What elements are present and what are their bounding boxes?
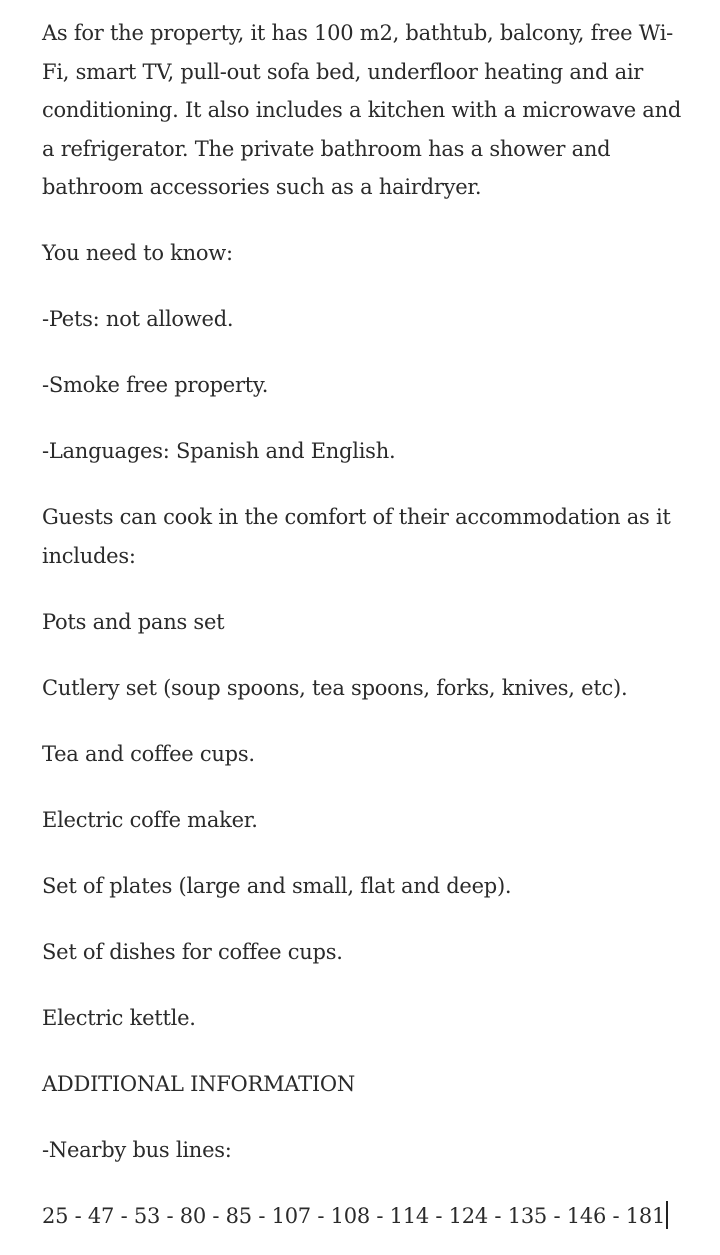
text-cursor [666, 1201, 668, 1229]
amenity-kettle: Electric kettle. [42, 1005, 196, 1030]
smoke-policy: -Smoke free property. [42, 373, 269, 397]
amenity-dishes: Set of dishes for coffee cups. [42, 939, 343, 964]
amenity-cups: Tea and coffee cups. [42, 741, 255, 766]
amenity-coffee-maker: Electric coffe maker. [42, 807, 258, 832]
bus-lines-label: -Nearby bus lines: [42, 1137, 232, 1162]
amenity-plates: Set of plates (large and small, flat and deep). [42, 873, 512, 898]
amenity-cutlery: Cutlery set (soup spoons, tea spoons, forks, knives, etc). [42, 675, 628, 700]
cooking-intro: Guests can cook in the comfort of their accommodation as it includes: [42, 505, 671, 568]
amenity-pots-pans: Pots and pans set [42, 609, 225, 634]
additional-info-heading: ADDITIONAL INFORMATION [42, 1071, 355, 1096]
languages-info: -Languages: Spanish and English. [42, 439, 396, 463]
property-description: As for the property, it has 100 m2, bathtub, balcony, free Wi-Fi, smart TV, pull-out sofa bed, underfloor heating and air conditioning. It also includes a kitchen with a microwave and a refrigerator. The private bathroom has a shower and bathroom accessories such as a hairdryer. [42, 21, 682, 199]
bus-lines-text: 25 - 47 - 53 - 80 - 85 - 107 - 108 - 114 - 124 - 135 - 146 - 181 [42, 1203, 666, 1228]
pets-policy: -Pets: not allowed. [42, 307, 234, 331]
document-body[interactable] [42, 14, 682, 1235]
bus-lines-list [42, 1197, 682, 1236]
need-to-know-heading: You need to know: [42, 241, 233, 265]
